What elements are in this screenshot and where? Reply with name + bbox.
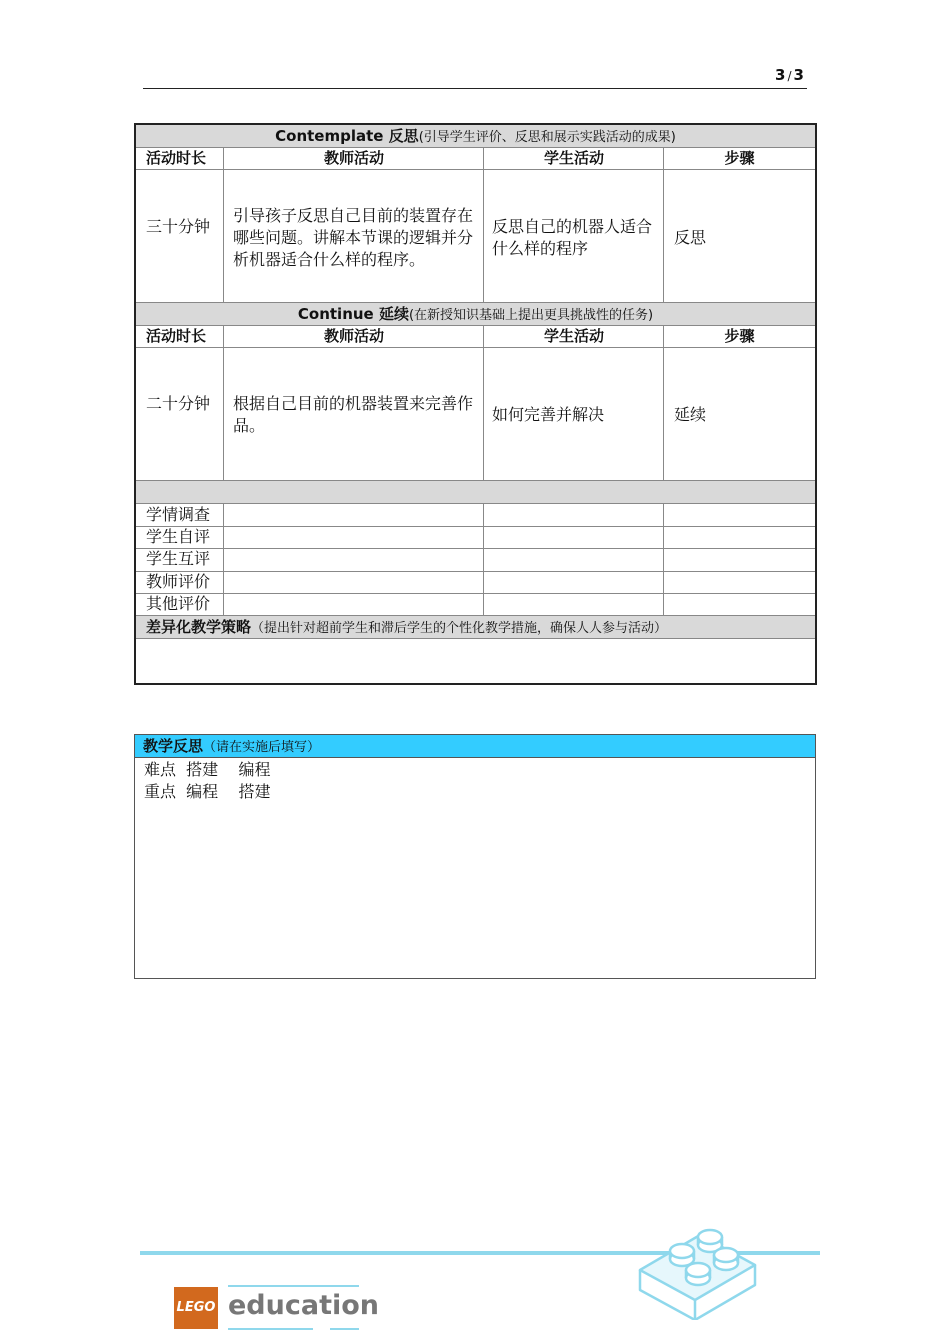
brand-rule-bottom	[330, 1328, 359, 1330]
differentiation-title: 差异化教学策略	[146, 618, 252, 636]
contemplate-teacher-activity: 引导孩子反思自己目前的装置存在哪些问题。讲解本节课的逻辑并分析机器适合什么样的程序。	[233, 206, 474, 269]
continue-student-activity: 如何完善并解决	[492, 405, 605, 424]
page-current: 3	[775, 66, 786, 84]
contemplate-student-activity: 反思自己的机器人适合什么样的程序	[492, 217, 653, 258]
evaluation-label: 学生互评	[146, 549, 211, 568]
reflection-title: 教学反思	[143, 737, 204, 755]
column-divider	[223, 325, 224, 480]
divider	[136, 347, 815, 348]
reflection-difficulty-line[interactable]: 难点 搭建 编程	[144, 760, 271, 779]
continue-duration: 二十分钟	[146, 394, 211, 413]
reflection-header	[135, 735, 815, 758]
divider	[136, 638, 815, 639]
divider	[136, 571, 815, 572]
continue-teacher-activity: 根据自己目前的机器装置来完善作品。	[233, 394, 474, 435]
divider	[136, 169, 815, 170]
evaluation-label: 教师评价	[146, 572, 211, 591]
lego-logo: LEGO	[174, 1287, 218, 1329]
reflection-keypoint-line[interactable]: 重点 编程 搭建	[144, 782, 271, 801]
col-header-student: 学生活动	[543, 327, 604, 345]
column-divider	[663, 325, 664, 480]
col-header-student: 学生活动	[543, 149, 604, 167]
column-divider	[663, 503, 664, 615]
brand-text: education	[228, 1290, 380, 1321]
col-header-teacher: 教师活动	[323, 149, 384, 167]
continue-subtitle: (在新授知识基础上提出更具挑战性的任务)	[408, 308, 654, 323]
contemplate-duration: 三十分钟	[146, 217, 211, 236]
contemplate-title: Contemplate 反思	[275, 127, 419, 145]
divider	[136, 503, 815, 504]
reflection-box	[134, 734, 816, 979]
evaluation-band	[136, 481, 815, 503]
col-header-duration: 活动时长	[146, 327, 207, 345]
lego-brick-icon	[630, 1215, 760, 1320]
col-header-duration: 活动时长	[146, 149, 207, 167]
differentiation-title-row	[146, 616, 667, 640]
evaluation-label: 学情调查	[146, 505, 211, 524]
divider	[136, 548, 815, 549]
column-divider	[483, 147, 484, 302]
column-divider	[223, 147, 224, 302]
evaluation-label: 其他评价	[146, 594, 211, 613]
continue-title-row	[136, 303, 815, 327]
reflection-subtitle: （请在实施后填写）	[203, 740, 321, 755]
evaluation-label: 学生自评	[146, 527, 211, 546]
continue-title: Continue 延续	[297, 305, 409, 323]
page-number	[775, 66, 804, 84]
col-header-step: 步骤	[724, 327, 755, 345]
differentiation-subtitle: （提出针对超前学生和滞后学生的个性化教学措施，确保人人参与活动）	[251, 621, 668, 636]
lesson-table	[134, 123, 817, 685]
page-separator: /	[787, 69, 792, 83]
continue-step: 延续	[674, 405, 707, 424]
brand-rule-bottom	[228, 1328, 313, 1330]
contemplate-step: 反思	[674, 228, 707, 247]
contemplate-subtitle: (引导学生评价、反思和展示实践活动的成果)	[418, 130, 676, 145]
col-header-step: 步骤	[724, 149, 755, 167]
header-rule	[143, 88, 807, 89]
column-divider	[483, 325, 484, 480]
page-total: 3	[793, 66, 804, 84]
reflection-title-row	[143, 735, 320, 759]
column-divider	[663, 147, 664, 302]
divider	[136, 526, 815, 527]
column-divider	[483, 503, 484, 615]
contemplate-title-row	[136, 125, 815, 149]
col-header-teacher: 教师活动	[323, 327, 384, 345]
divider	[136, 593, 815, 594]
column-divider	[223, 503, 224, 615]
